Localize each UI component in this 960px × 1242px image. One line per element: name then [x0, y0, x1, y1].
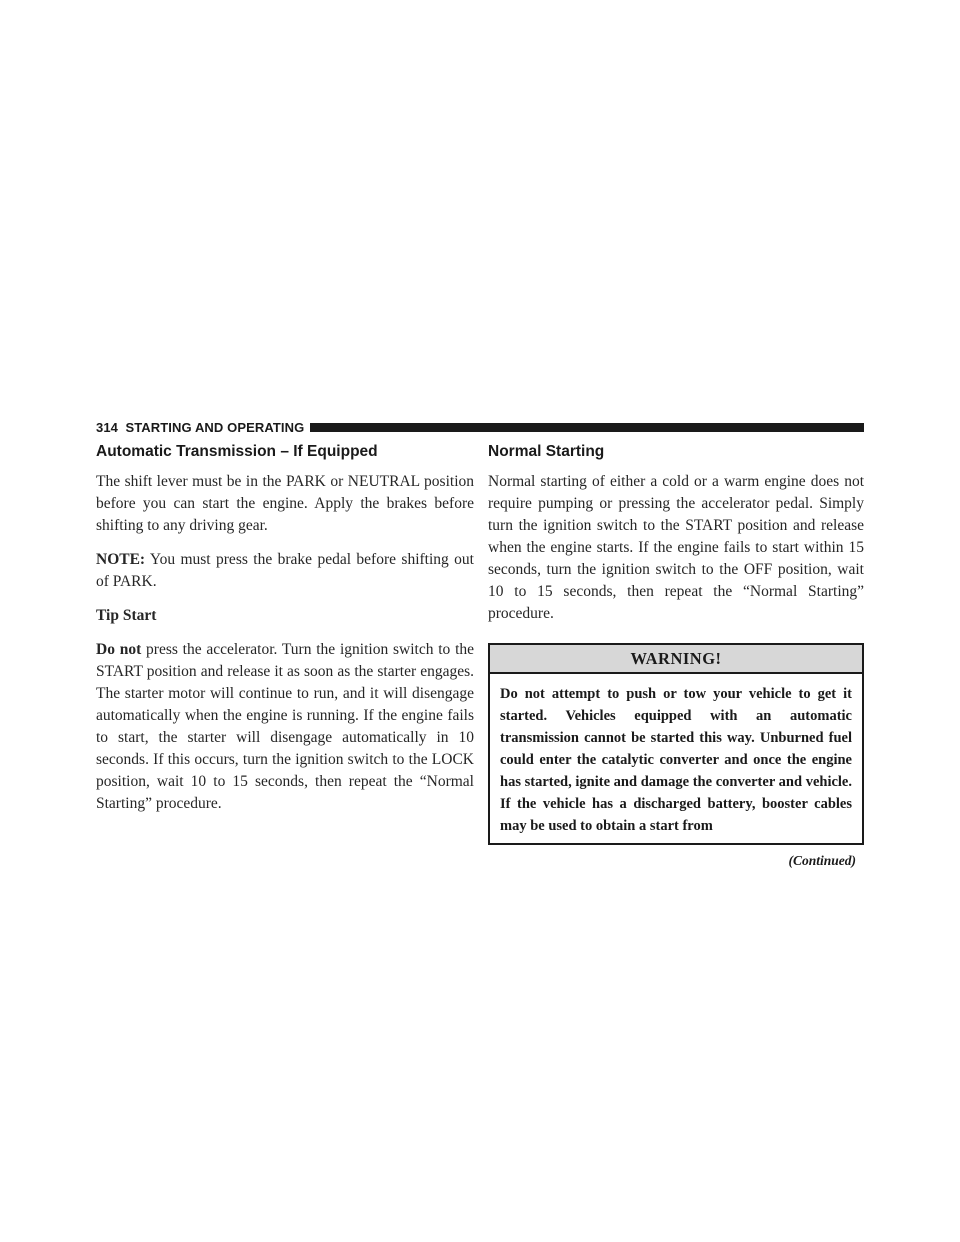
- normal-starting-heading: Normal Starting: [488, 443, 605, 460]
- right-column: [488, 443, 864, 869]
- normal-starting-paragraph: Normal starting of either a cold or a warm engine does not require pumping or pressing the accelerator pedal. Simply turn the ignition switch to the START position and release when the engine starts. If the engine fails to start within 15 seconds, turn the ignition switch to the OFF position, wait 10 to 15 seconds, then repeat the “Normal Starting” procedure.: [488, 473, 864, 622]
- left-column: [96, 443, 474, 827]
- note-label: NOTE:: [96, 551, 146, 568]
- continued-label: (Continued): [788, 853, 856, 868]
- page-number-section: [96, 420, 304, 435]
- note-text: You must press the brake pedal before shifting out of PARK.: [96, 551, 474, 590]
- page-header: [96, 419, 864, 435]
- warning-body: Do not attempt to push or tow your vehicle to get it started. Vehicles equipped with an automatic transmission cannot be started this way. Unburned fuel could enter the catalytic converter and once the engine has started, ignite and damage the converter and vehicle. If the vehicle has a discharged battery, booster cables may be used to obtain a start from: [500, 686, 852, 834]
- warning-box: [488, 643, 864, 845]
- header-rule: [310, 423, 864, 432]
- shift-lever-paragraph: The shift lever must be in the PARK or NEUTRAL position before you can start the engine. Apply the brakes before shifting to any driving gear.: [96, 473, 474, 534]
- section-title: STARTING AND OPERATING: [125, 419, 305, 435]
- warning-title: WARNING!: [490, 645, 862, 674]
- note-paragraph: [96, 549, 474, 593]
- automatic-transmission-heading: Automatic Transmission – If Equipped: [96, 443, 378, 460]
- tip-start-paragraph: [96, 639, 474, 815]
- tip-start-text: press the accelerator. Turn the ignition switch to the START position and release it as soon as the starter engages. The starter motor will continue to run, and it will disengage automatically when the engine is running. If the engine fails to start, the starter will disengage automatically in 10 seconds. If this occurs, turn the ignition switch to the LOCK position, wait 10 to 15 seconds, then repeat the “Normal Starting” procedure.: [96, 641, 474, 812]
- page-number: 314: [96, 419, 118, 435]
- tip-start-heading: Tip Start: [96, 607, 157, 624]
- do-not-label: Do not: [96, 641, 142, 658]
